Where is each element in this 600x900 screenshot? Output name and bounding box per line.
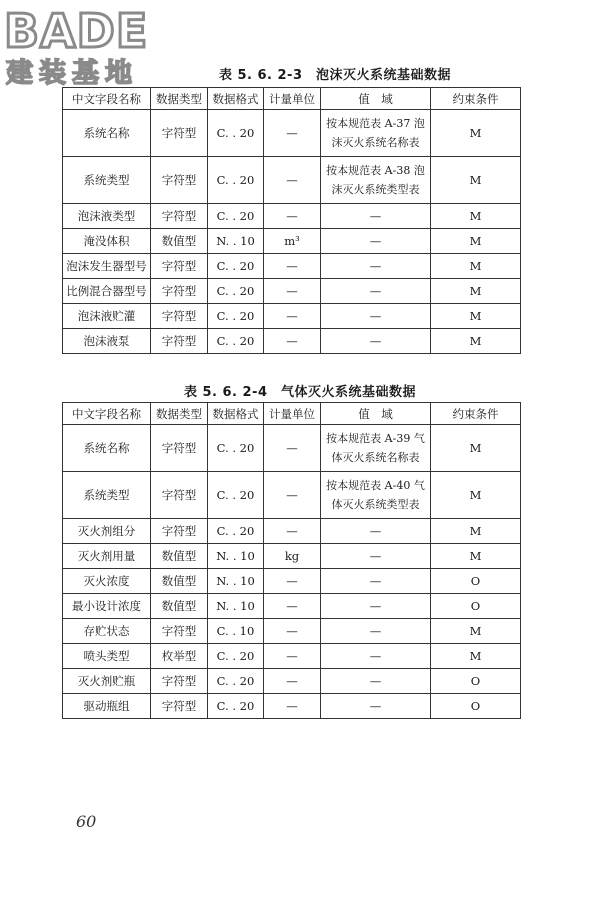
table-cell: 灭火剂用量: [63, 544, 151, 569]
table-cell: N. . 10: [208, 544, 264, 569]
table-cell: M: [431, 519, 521, 544]
table-cell: —: [321, 669, 431, 694]
table-cell: C. . 20: [208, 157, 264, 204]
table-cell: 泡沫液泵: [63, 329, 151, 354]
table-cell: C. . 20: [208, 254, 264, 279]
table-cell: 系统类型: [63, 157, 151, 204]
table-cell: 按本规范表 A-40 气体灭火系统类型表: [321, 472, 431, 519]
table-cell: 系统名称: [63, 110, 151, 157]
logo-wordmark: BADE: [4, 4, 149, 58]
table-header: [63, 403, 521, 425]
table-row: [63, 569, 521, 594]
table-cell: 泡沫液类型: [63, 204, 151, 229]
table-cell: N. . 10: [208, 594, 264, 619]
table-cell: C. . 20: [208, 110, 264, 157]
table-cell: —: [321, 619, 431, 644]
table-row: [63, 519, 521, 544]
gas-system-table: [62, 402, 521, 719]
table-cell: 存贮状态: [63, 619, 151, 644]
table-cell: 字符型: [151, 425, 208, 472]
table-cell: 字符型: [151, 279, 208, 304]
table-cell: —: [321, 569, 431, 594]
table-cell: —: [264, 644, 321, 669]
table-cell: 系统名称: [63, 425, 151, 472]
table-cell: 字符型: [151, 669, 208, 694]
table-cell: 字符型: [151, 472, 208, 519]
table-cell: 灭火剂组分: [63, 519, 151, 544]
page-number: 60: [76, 812, 97, 831]
table-cell: C. . 20: [208, 669, 264, 694]
table-cell: —: [264, 157, 321, 204]
table-cell: 数值型: [151, 569, 208, 594]
table-cell: —: [264, 425, 321, 472]
table-cell: 驱动瓶组: [63, 694, 151, 719]
table-caption-gas: 表 5. 6. 2-4 气体灭火系统基础数据: [183, 385, 417, 400]
table-cell: —: [264, 472, 321, 519]
table-cell: 字符型: [151, 254, 208, 279]
table-cell: M: [431, 425, 521, 472]
table-cell: M: [431, 279, 521, 304]
table-cell: —: [321, 694, 431, 719]
table-row: [63, 694, 521, 719]
column-header: 数据类型: [151, 88, 208, 110]
table-cell: —: [321, 279, 431, 304]
table-cell: C. . 20: [208, 694, 264, 719]
table-cell: 系统类型: [63, 472, 151, 519]
table-cell: —: [264, 110, 321, 157]
table-cell: 比例混合器型号: [63, 279, 151, 304]
table-cell: —: [264, 694, 321, 719]
table-cell: —: [321, 204, 431, 229]
table-cell: —: [264, 204, 321, 229]
table-row: [63, 544, 521, 569]
table-cell: —: [264, 594, 321, 619]
table-cell: M: [431, 304, 521, 329]
table-cell: —: [321, 519, 431, 544]
table-cell: 字符型: [151, 519, 208, 544]
table-cell: —: [264, 254, 321, 279]
table-cell: 泡沫发生器型号: [63, 254, 151, 279]
table-cell: C. . 20: [208, 644, 264, 669]
table-cell: 数值型: [151, 229, 208, 254]
table-cell: —: [264, 519, 321, 544]
table-body: [63, 110, 521, 354]
table-cell: O: [431, 694, 521, 719]
column-header: 计量单位: [264, 88, 321, 110]
column-header: 值 域: [321, 403, 431, 425]
table-cell: M: [431, 644, 521, 669]
column-header: 中文字段名称: [63, 88, 151, 110]
table-row: [63, 644, 521, 669]
table-cell: O: [431, 594, 521, 619]
table-cell: 字符型: [151, 157, 208, 204]
table-cell: —: [321, 254, 431, 279]
table-row: [63, 157, 521, 204]
table-cell: kg: [264, 544, 321, 569]
column-header: 数据格式: [208, 88, 264, 110]
table-row: [63, 425, 521, 472]
table-row: [63, 304, 521, 329]
table-cell: M: [431, 110, 521, 157]
table-cell: O: [431, 669, 521, 694]
table-cell: 数值型: [151, 544, 208, 569]
table-cell: 字符型: [151, 329, 208, 354]
table-cell: 字符型: [151, 694, 208, 719]
table-cell: —: [264, 569, 321, 594]
table-cell: 泡沫液贮灌: [63, 304, 151, 329]
table-cell: 灭火剂贮瓶: [63, 669, 151, 694]
table-cell: 字符型: [151, 304, 208, 329]
foam-system-table: [62, 87, 521, 354]
table-row: [63, 594, 521, 619]
table-cell: 枚举型: [151, 644, 208, 669]
table-cell: 字符型: [151, 204, 208, 229]
table-cell: —: [264, 619, 321, 644]
column-header: 值 域: [321, 88, 431, 110]
table-cell: —: [264, 669, 321, 694]
table-cell: 字符型: [151, 619, 208, 644]
column-header: 约束条件: [431, 403, 521, 425]
table-row: [63, 669, 521, 694]
table-cell: —: [264, 304, 321, 329]
table-caption-foam: 表 5. 6. 2-3 泡沫灭火系统基础数据: [218, 68, 452, 83]
table-row: [63, 204, 521, 229]
table-cell: M: [431, 619, 521, 644]
table-cell: 淹没体积: [63, 229, 151, 254]
table-cell: M: [431, 329, 521, 354]
table-cell: 数值型: [151, 594, 208, 619]
table-cell: N. . 10: [208, 229, 264, 254]
table-cell: N. . 10: [208, 569, 264, 594]
column-header: 约束条件: [431, 88, 521, 110]
table-cell: —: [264, 279, 321, 304]
table-row: [63, 110, 521, 157]
table-cell: —: [321, 329, 431, 354]
header-row: [63, 88, 521, 110]
table-cell: C. . 20: [208, 279, 264, 304]
table-cell: 最小设计浓度: [63, 594, 151, 619]
table-cell: —: [321, 304, 431, 329]
table-cell: C. . 20: [208, 304, 264, 329]
table-cell: C. . 20: [208, 425, 264, 472]
table-header: [63, 88, 521, 110]
table-row: [63, 329, 521, 354]
table-row: [63, 279, 521, 304]
table-cell: M: [431, 254, 521, 279]
column-header: 中文字段名称: [63, 403, 151, 425]
table-cell: C. . 20: [208, 519, 264, 544]
table-body: [63, 425, 521, 719]
table-row: [63, 254, 521, 279]
table-cell: 灭火浓度: [63, 569, 151, 594]
table-row: [63, 472, 521, 519]
table-cell: O: [431, 569, 521, 594]
table-cell: C. . 20: [208, 329, 264, 354]
table-cell: C. . 20: [208, 204, 264, 229]
table-cell: —: [321, 229, 431, 254]
table-cell: 按本规范表 A-39 气体灭火系统名称表: [321, 425, 431, 472]
table-cell: M: [431, 229, 521, 254]
table-row: [63, 229, 521, 254]
logo-subtitle: 建装基地: [6, 58, 138, 89]
table-cell: —: [321, 544, 431, 569]
column-header: 计量单位: [264, 403, 321, 425]
table-cell: 喷头类型: [63, 644, 151, 669]
table-cell: M: [431, 157, 521, 204]
table-cell: C. . 20: [208, 472, 264, 519]
table-cell: —: [264, 329, 321, 354]
table-cell: M: [431, 204, 521, 229]
table-cell: C. . 10: [208, 619, 264, 644]
column-header: 数据类型: [151, 403, 208, 425]
header-row: [63, 403, 521, 425]
table-row: [63, 619, 521, 644]
column-header: 数据格式: [208, 403, 264, 425]
table-cell: M: [431, 472, 521, 519]
table-cell: 字符型: [151, 110, 208, 157]
table-cell: M: [431, 544, 521, 569]
table-cell: m³: [264, 229, 321, 254]
table-cell: —: [321, 594, 431, 619]
table-cell: 按本规范表 A-38 泡沫灭火系统类型表: [321, 157, 431, 204]
table-cell: 按本规范表 A-37 泡沫灭火系统名称表: [321, 110, 431, 157]
table-cell: —: [321, 644, 431, 669]
